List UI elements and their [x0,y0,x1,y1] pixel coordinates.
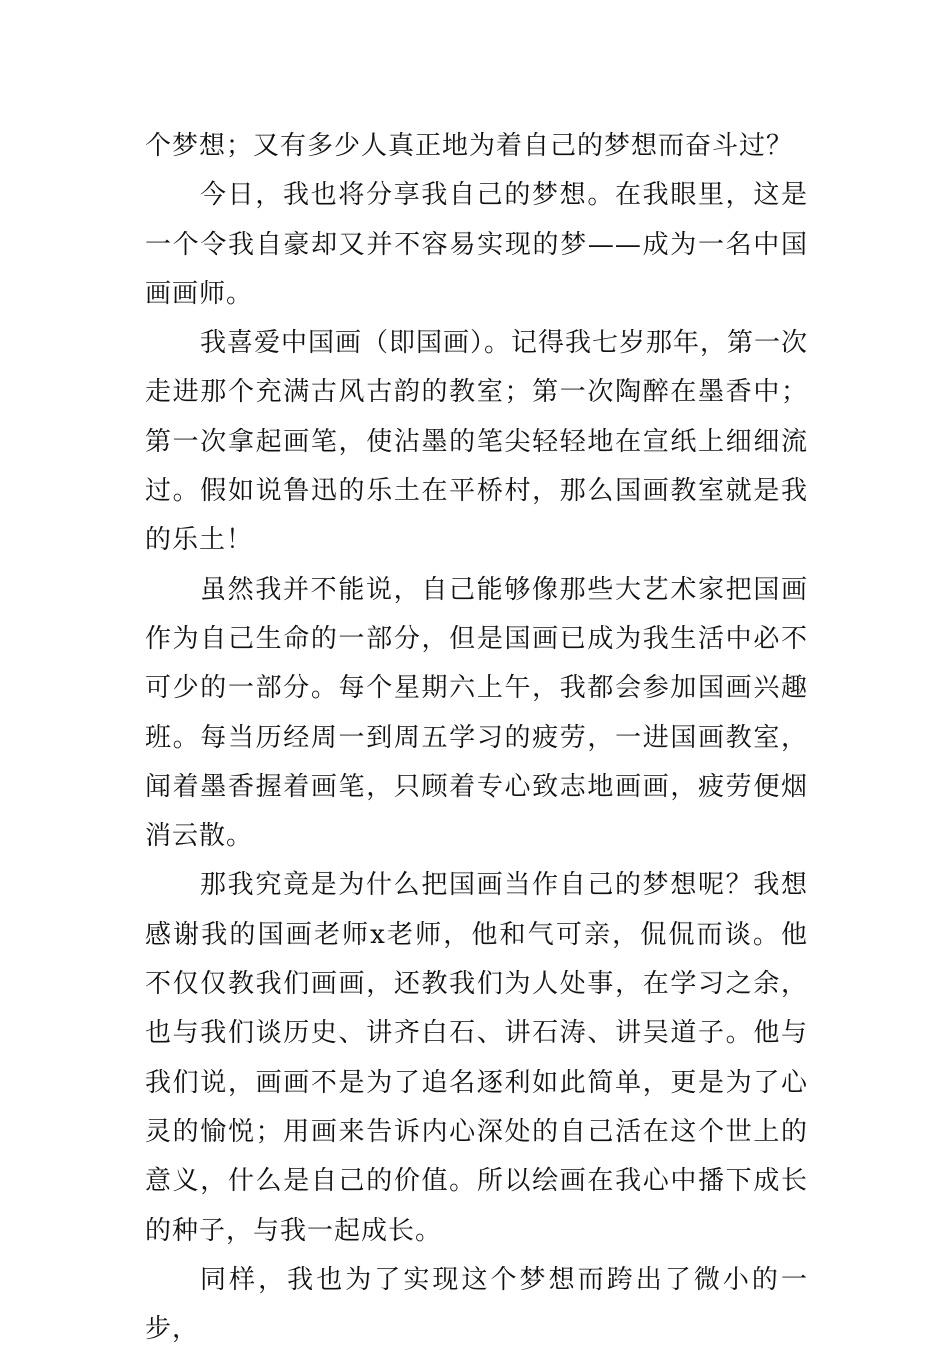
paragraph: 我喜爱中国画（即国画）。记得我七岁那年，第一次走进那个充满古风古韵的教室；第一次陶醉在墨香中；第一次拿起画笔，使沾墨的笔尖轻轻地在宣纸上细细流过。假如说鲁迅的乐土在平桥村，那么国画教室就是我的乐土！ [145,328,809,556]
document-body [145,122,808,1354]
paragraph: 那我究竟是为什么把国画当作自己的梦想呢？我想感谢我的国画老师x老师，他和气可亲，侃侃而谈。他不仅仅教我们画画，还教我们为人处事，在学习之余，也与我们谈历史、讲齐白石、讲石涛、讲吴道子。他与我们说，画画不是为了追名逐利如此简单，更是为了心灵的愉悦；用画来告诉内心深处的自己活在这个世上的意义，什么是自己的价值。所以绘画在我心中播下成长的种子，与我一起成长。 [145,870,808,1246]
paragraph: 今日，我也将分享我自己的梦想。在我眼里，这是一个令我自豪却又并不容易实现的梦——成为一名中国画画师。 [145,180,808,309]
paragraph-continuation: 个梦想；又有多少人真正地为着自己的梦想而奋斗过？ [145,131,794,161]
paragraph: 虽然我并不能说，自己能够像那些大艺术家把国画作为自己生命的一部分，但是国画已成为我生活中必不可少的一部分。每个星期六上午，我都会参加国画兴趣班。每当历经周一到周五学习的疲劳，一进国画教室，闻着墨香握着画笔，只顾着专心致志地画画，疲劳便烟消云散。 [145,574,808,852]
paragraph: 同样，我也为了实现这个梦想而跨出了微小的一步， [145,1264,808,1345]
